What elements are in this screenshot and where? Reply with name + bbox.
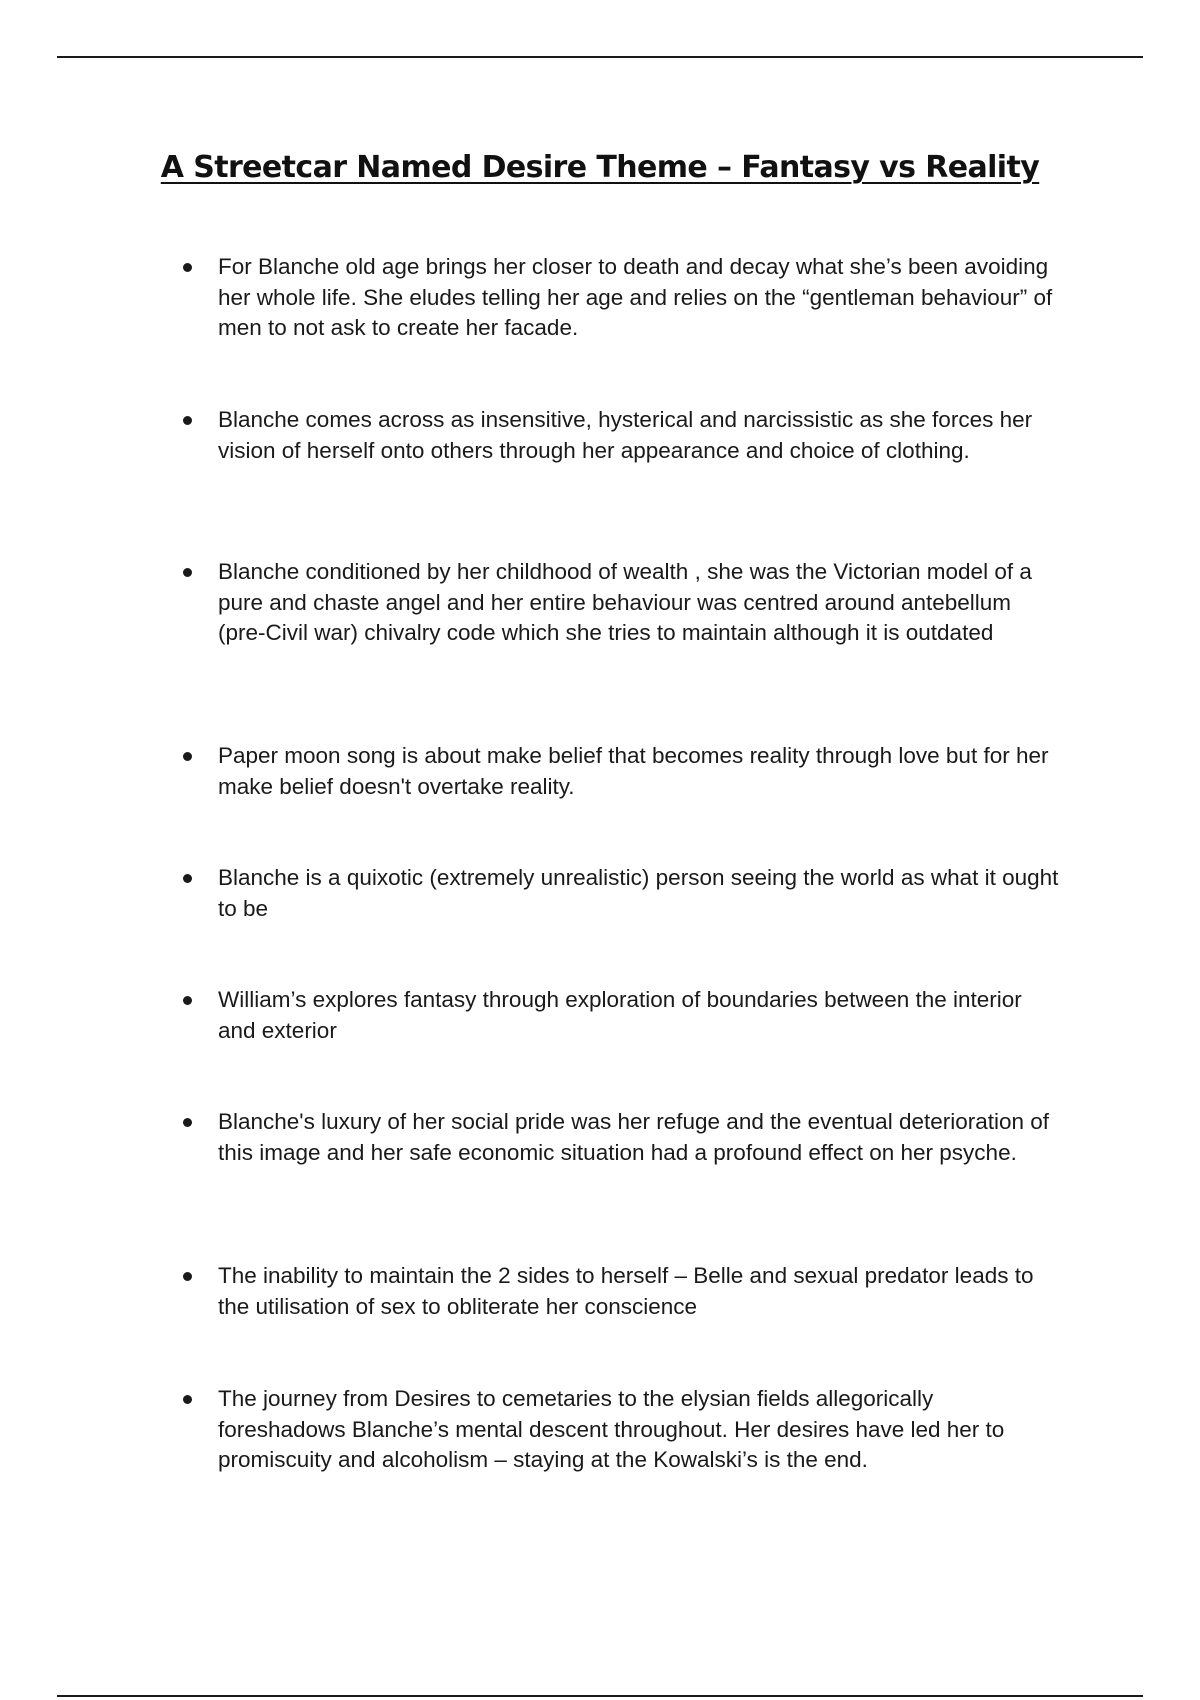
bullet-point-icon (183, 1118, 192, 1127)
bullet-text: For Blanche old age brings her closer to death and decay what she’s been avoiding her whole life. She eludes telling her age and relies on the “gentleman behaviour” of men to not ask to create her facade. (218, 254, 1053, 340)
bullet-text: The journey from Desires to cemetaries to the elysian fields allegorically foreshadows Blanche’s mental descent throughout. Her desires have led her to promiscuity and alcoholism – staying at the Kowalski’s is the end. (218, 1386, 1005, 1472)
bottom-divider (57, 1695, 1143, 1697)
bullet-point-icon (183, 263, 192, 272)
bullet-item (180, 863, 1060, 924)
bullet-text: Blanche's luxury of her social pride was her refuge and the eventual deterioration of this image and her safe economic situation had a profound effect on her psyche. (218, 1109, 1050, 1165)
bullet-text: Paper moon song is about make belief that becomes reality through love but for her make belief doesn't overtake reality. (218, 743, 1049, 799)
bullet-point-icon (183, 416, 192, 425)
bullet-item (180, 741, 1060, 802)
bullet-text: Blanche is a quixotic (extremely unrealistic) person seeing the world as what it ought to be (218, 865, 1059, 921)
bullet-point-icon (183, 996, 192, 1005)
bullet-point-icon (183, 1395, 192, 1404)
bullet-item (180, 1384, 1060, 1476)
bullet-item (180, 1107, 1060, 1168)
bullet-point-icon (183, 568, 192, 577)
bullet-point-icon (183, 752, 192, 761)
bullet-item (180, 1261, 1060, 1322)
bullet-point-icon (183, 1272, 192, 1281)
bullet-text: William’s explores fantasy through exploration of boundaries between the interior and exterior (218, 987, 1022, 1043)
bullet-point-icon (183, 874, 192, 883)
page-title-text: A Streetcar Named Desire Theme – Fantasy vs Reality (160, 150, 1040, 185)
bullet-item (180, 252, 1060, 344)
bullet-text: Blanche comes across as insensitive, hysterical and narcissistic as she forces her vision of herself onto others through her appearance and choice of clothing. (218, 407, 1033, 463)
top-divider (57, 56, 1143, 58)
bullet-item (180, 985, 1060, 1046)
page-title (0, 148, 1200, 185)
bullet-item (180, 557, 1060, 649)
bullet-text: Blanche conditioned by her childhood of wealth , she was the Victorian model of a pure and chaste angel and her entire behaviour was centred around antebellum (pre-Civil war) chivalry code which she tries to maintain although it is outdated (218, 559, 1032, 645)
bullet-text: The inability to maintain the 2 sides to herself – Belle and sexual predator leads to the utilisation of sex to obliterate her conscience (218, 1263, 1034, 1319)
bullet-item (180, 405, 1060, 466)
